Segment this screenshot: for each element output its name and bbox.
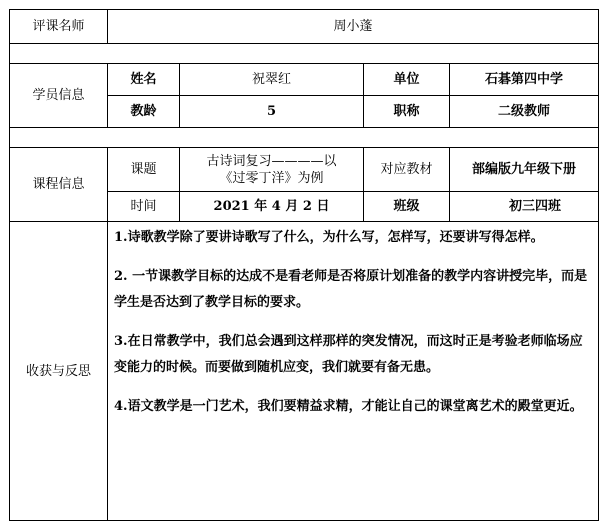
lesson-date: 2021 年 4 月 2 日 — [180, 192, 364, 222]
student-row-1 — [10, 64, 599, 96]
reflection-item: 2. 一节课教学目标的达成不是看老师是否将原计划准备的教学内容讲授完毕，而是学生是否达到了教学目标的要求。 — [114, 269, 588, 310]
evaluator-row — [10, 10, 599, 44]
textbook-value: 部编版九年级下册 — [450, 148, 599, 192]
student-section-label: 学员信息 — [10, 64, 108, 128]
topic-line-2: 《过零丁洋》为例 — [219, 170, 324, 186]
spacer-row — [10, 128, 599, 148]
topic-label: 课题 — [108, 148, 180, 192]
course-topic — [180, 148, 364, 192]
job-title-value: 二级教师 — [450, 96, 599, 128]
reflection-item: 4.语文教学是一门艺术，我们要精益求精，才能让自己的课堂离艺术的殿堂更近。 — [114, 399, 583, 414]
student-name: 祝翠红 — [180, 64, 364, 96]
evaluator-label: 评课名师 — [10, 10, 108, 44]
course-section-label: 课程信息 — [10, 148, 108, 222]
time-label: 时间 — [108, 192, 180, 222]
class-value: 初三四班 — [450, 192, 599, 222]
job-title-label: 职称 — [364, 96, 450, 128]
unit-label: 单位 — [364, 64, 450, 96]
course-row-1 — [10, 148, 599, 192]
reflection-content — [108, 222, 599, 521]
name-label: 姓名 — [108, 64, 180, 96]
reflection-item: 3.在日常教学中，我们总会遇到这样那样的突发情况，而这时正是考验老师临场应变能力的时候。而要做到随机应变，我们就要有备无患。 — [114, 334, 583, 375]
evaluation-table — [9, 9, 599, 521]
teaching-years-value: 5 — [180, 96, 364, 128]
textbook-label: 对应教材 — [364, 148, 450, 192]
reflection-row — [10, 222, 599, 521]
evaluator-name: 周小蓬 — [108, 10, 599, 44]
student-unit: 石碁第四中学 — [450, 64, 599, 96]
reflection-item: 1.诗歌教学除了要讲诗歌写了什么，为什么写，怎样写，还要讲写得怎样。 — [114, 230, 544, 245]
reflection-label: 收获与反思 — [10, 222, 108, 521]
class-label: 班级 — [364, 192, 450, 222]
spacer-row — [10, 44, 599, 64]
evaluation-form — [9, 9, 598, 521]
topic-line-1: 古诗词复习————以 — [206, 153, 337, 169]
teaching-years-label: 教龄 — [108, 96, 180, 128]
